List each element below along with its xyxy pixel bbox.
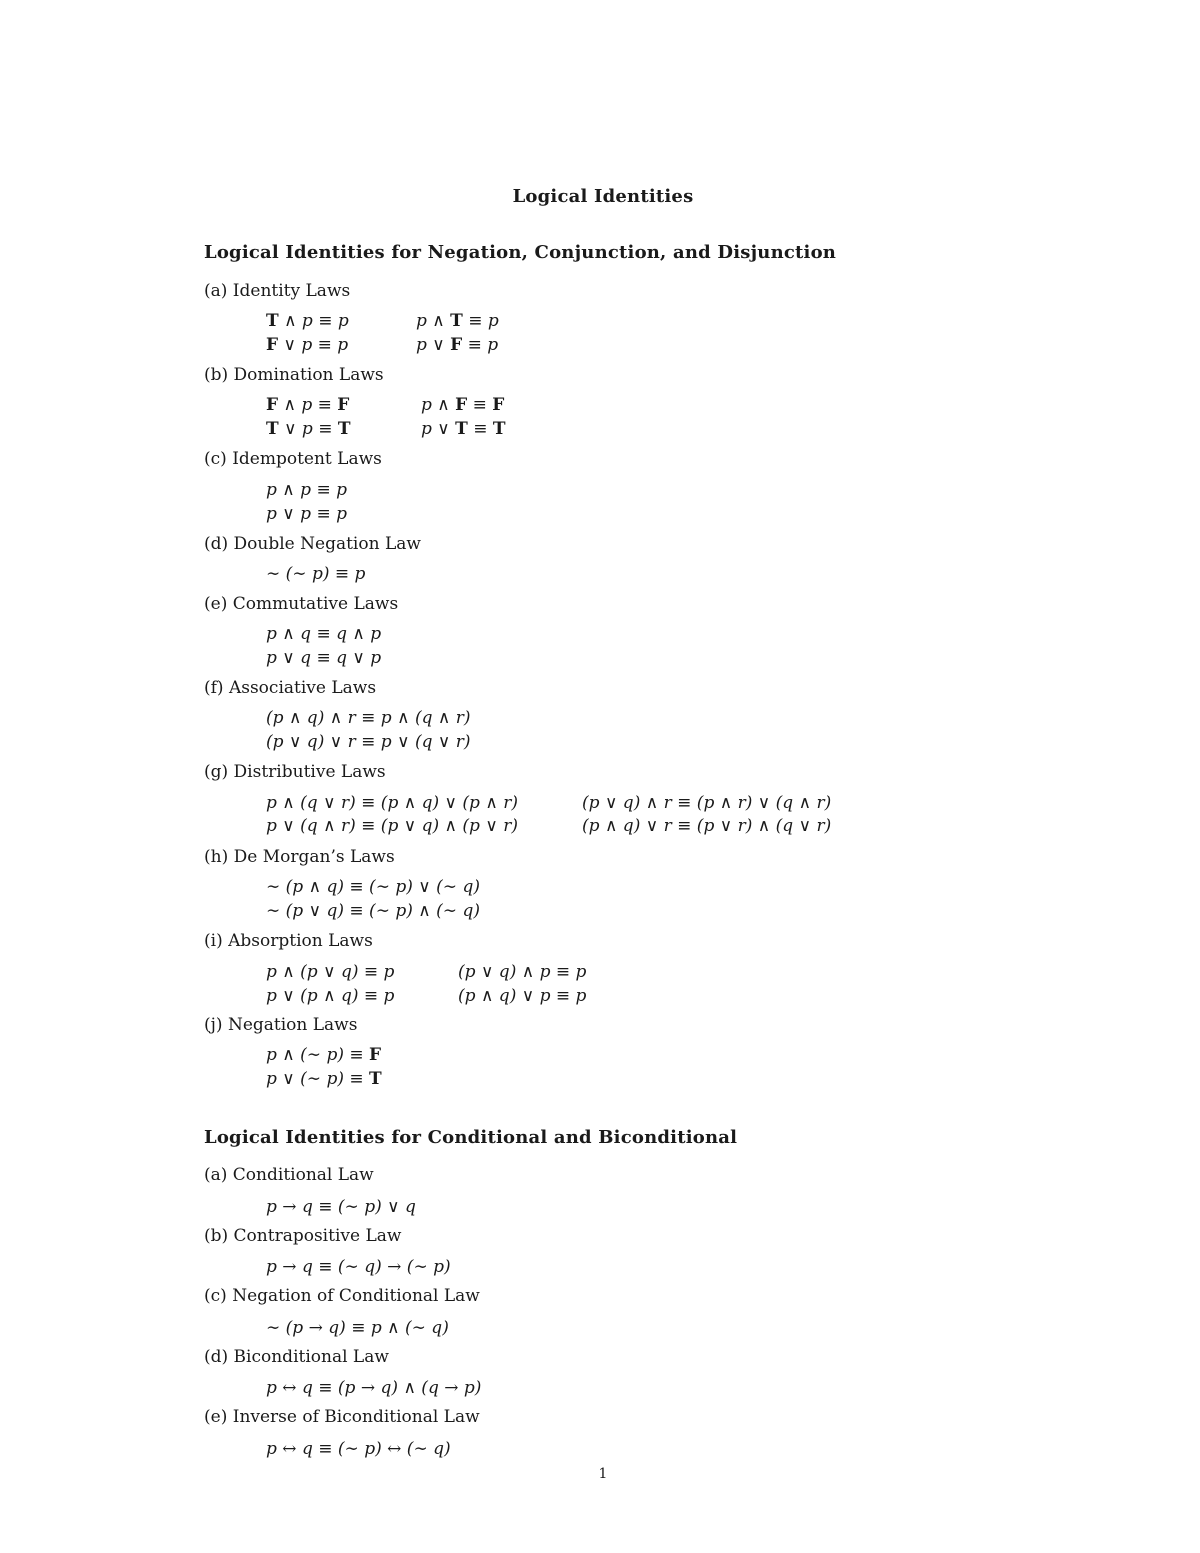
law-label-negation-of-conditional: (c) Negation of Conditional Law: [204, 1286, 480, 1306]
formula: p ∧ F ≡ F: [421, 395, 505, 415]
formula: p ∧ (∼ p) ≡ F: [266, 1045, 382, 1065]
formula: (p ∨ q) ∨ r ≡ p ∨ (q ∨ r): [266, 732, 471, 752]
formula: (p ∧ q) ∨ r ≡ (p ∨ r) ∧ (q ∨ r): [582, 816, 832, 836]
formula: F ∨ p ≡ p: [266, 335, 349, 355]
formula: p → q ≡ (∼ q) → (∼ p): [266, 1257, 451, 1277]
law-label-contrapositive: (b) Contrapositive Law: [204, 1226, 402, 1246]
law-label-inverse-of-biconditional: (e) Inverse of Biconditional Law: [204, 1407, 480, 1427]
formula: p ∨ q ≡ q ∨ p: [266, 648, 382, 668]
formula: p → q ≡ (∼ p) ∨ q: [266, 1197, 416, 1217]
formula: p ∨ (p ∧ q) ≡ p: [266, 986, 395, 1006]
formula: p ↔ q ≡ (p → q) ∧ (q → p): [266, 1378, 482, 1398]
formula: (p ∧ q) ∨ p ≡ p: [458, 986, 587, 1006]
formula: p ∧ (q ∨ r) ≡ (p ∧ q) ∨ (p ∧ r): [266, 793, 518, 813]
law-label-de-morgan: (h) De Morgan’s Laws: [204, 847, 395, 867]
formula: p ∨ (∼ p) ≡ T: [266, 1069, 382, 1089]
formula: ∼ (∼ p) ≡ p: [266, 564, 366, 584]
formula: ∼ (p ∧ q) ≡ (∼ p) ∨ (∼ q): [266, 877, 480, 897]
formula: p ∧ q ≡ q ∧ p: [266, 624, 382, 644]
formula: p ∧ p ≡ p: [266, 480, 347, 500]
formula: (p ∨ q) ∧ r ≡ (p ∧ r) ∨ (q ∧ r): [582, 793, 832, 813]
law-label-domination: (b) Domination Laws: [204, 365, 384, 385]
section-heading-negation-conjunction-disjunction: Logical Identities for Negation, Conjunction, and Disjunction: [204, 242, 837, 263]
formula: p ∨ (q ∧ r) ≡ (p ∨ q) ∧ (p ∨ r): [266, 816, 518, 836]
law-label-biconditional: (d) Biconditional Law: [204, 1347, 389, 1367]
law-label-conditional: (a) Conditional Law: [204, 1165, 374, 1185]
law-label-double-negation: (d) Double Negation Law: [204, 534, 421, 554]
law-label-idempotent: (c) Idempotent Laws: [204, 449, 382, 469]
formula: (p ∧ q) ∧ r ≡ p ∧ (q ∧ r): [266, 708, 471, 728]
formula: F ∧ p ≡ F: [266, 395, 350, 415]
formula: ∼ (p → q) ≡ p ∧ (∼ q): [266, 1318, 449, 1338]
section-heading-conditional-biconditional: Logical Identities for Conditional and Biconditional: [204, 1127, 738, 1148]
formula: p ∨ F ≡ p: [416, 335, 499, 355]
formula: T ∧ p ≡ p: [266, 311, 349, 331]
law-label-associative: (f) Associative Laws: [204, 678, 377, 698]
formula: p ∧ (p ∨ q) ≡ p: [266, 962, 395, 982]
law-label-commutative: (e) Commutative Laws: [204, 594, 399, 614]
law-label-identity: (a) Identity Laws: [204, 281, 351, 301]
law-label-distributive: (g) Distributive Laws: [204, 762, 386, 782]
page-title: Logical Identities: [512, 186, 694, 207]
formula: p ↔ q ≡ (∼ p) ↔ (∼ q): [266, 1439, 451, 1459]
formula: p ∨ p ≡ p: [266, 504, 347, 524]
formula: (p ∨ q) ∧ p ≡ p: [458, 962, 587, 982]
formula: p ∨ T ≡ T: [421, 419, 506, 439]
law-label-absorption: (i) Absorption Laws: [204, 931, 373, 951]
formula: ∼ (p ∨ q) ≡ (∼ p) ∧ (∼ q): [266, 901, 480, 921]
law-label-negation: (j) Negation Laws: [204, 1015, 358, 1035]
page-number: 1: [598, 1466, 608, 1482]
formula: T ∨ p ≡ T: [266, 419, 351, 439]
formula: p ∧ T ≡ p: [416, 311, 499, 331]
